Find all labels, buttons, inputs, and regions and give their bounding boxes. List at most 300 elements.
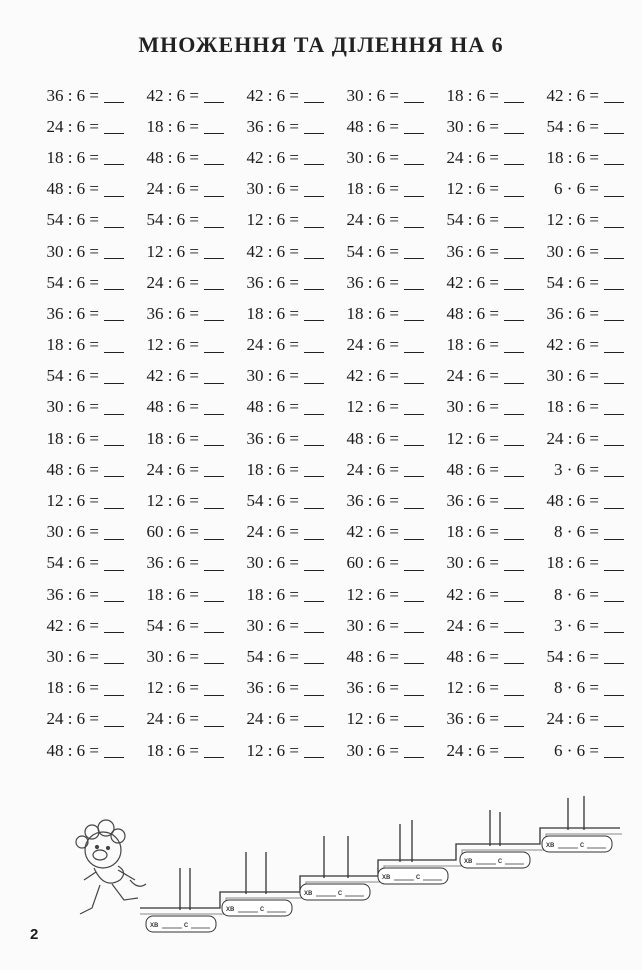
answer-blank[interactable]: [604, 556, 624, 571]
exercise-item: [330, 210, 430, 230]
exercise-expression: 36 : 6 =: [446, 491, 499, 511]
answer-blank[interactable]: [104, 681, 124, 696]
exercise-expression: 30 : 6 =: [46, 241, 99, 261]
answer-blank[interactable]: [504, 400, 524, 415]
time-record-box[interactable]: [542, 836, 612, 852]
exercise-expression: 36 : 6 =: [146, 553, 199, 573]
page-title: МНОЖЕННЯ ТА ДІЛЕННЯ НА 6: [138, 32, 504, 57]
answer-blank[interactable]: [404, 244, 424, 259]
exercise-expression: 30 : 6 =: [346, 147, 399, 167]
exercise-expression: 12 : 6 =: [446, 428, 499, 448]
exercise-item: [130, 242, 230, 262]
exercise-expression: 24 : 6 =: [246, 522, 299, 542]
minutes-label: хв: [226, 904, 235, 913]
answer-blank[interactable]: [204, 213, 224, 228]
exercise-expression: 12 : 6 =: [446, 678, 499, 698]
answer-blank[interactable]: [204, 556, 224, 571]
answer-blank[interactable]: [404, 88, 424, 103]
exercise-item: [430, 210, 530, 230]
answer-blank[interactable]: [504, 338, 524, 353]
answer-blank[interactable]: [504, 681, 524, 696]
exercise-item: [330, 179, 430, 199]
exercise-expression: 12 : 6 =: [346, 709, 399, 729]
answer-blank[interactable]: [204, 119, 224, 134]
answer-blank[interactable]: [404, 494, 424, 509]
answer-blank[interactable]: [104, 213, 124, 228]
exercise-item: [130, 210, 230, 230]
answer-blank[interactable]: [104, 649, 124, 664]
answer-blank[interactable]: [204, 306, 224, 321]
answer-blank[interactable]: [404, 743, 424, 758]
answer-blank[interactable]: [604, 338, 624, 353]
answer-blank[interactable]: [404, 182, 424, 197]
exercise-item: [130, 304, 230, 324]
exercise-item: [30, 616, 130, 636]
answer-blank[interactable]: [304, 494, 324, 509]
exercise-row: [30, 80, 630, 111]
answer-blank[interactable]: [604, 119, 624, 134]
answer-blank[interactable]: [104, 275, 124, 290]
exercise-expression: 6 · 6 =: [554, 740, 599, 760]
answer-blank[interactable]: [604, 681, 624, 696]
exercise-item: [430, 179, 530, 199]
exercise-item: [430, 741, 530, 761]
answer-blank[interactable]: [604, 587, 624, 602]
exercise-expression: 54 : 6 =: [246, 646, 299, 666]
answer-blank[interactable]: [504, 712, 524, 727]
answer-blank[interactable]: [604, 369, 624, 384]
exercise-item: [30, 242, 130, 262]
answer-blank[interactable]: [204, 712, 224, 727]
exercise-expression: 30 : 6 =: [446, 397, 499, 417]
exercise-row: [30, 735, 630, 766]
answer-blank[interactable]: [504, 213, 524, 228]
exercise-expression: 3 · 6 =: [554, 615, 599, 635]
exercise-item: [530, 647, 630, 667]
exercise-item: [30, 647, 130, 667]
exercise-expression: 54 : 6 =: [246, 491, 299, 511]
answer-blank[interactable]: [204, 275, 224, 290]
answer-blank[interactable]: [304, 431, 324, 446]
answer-blank[interactable]: [304, 462, 324, 477]
exercise-item: [530, 304, 630, 324]
time-record-box[interactable]: [300, 884, 370, 900]
exercise-item: [230, 522, 330, 542]
time-record-box[interactable]: [378, 868, 448, 884]
answer-blank[interactable]: [204, 369, 224, 384]
answer-blank[interactable]: [604, 244, 624, 259]
seconds-label: с: [338, 888, 342, 897]
exercise-item: [530, 179, 630, 199]
exercise-item: [230, 429, 330, 449]
answer-blank[interactable]: [604, 743, 624, 758]
exercise-item: [230, 242, 330, 262]
exercise-expression: 54 : 6 =: [46, 210, 99, 230]
exercise-item: [130, 335, 230, 355]
exercise-expression: 30 : 6 =: [446, 553, 499, 573]
exercise-expression: 30 : 6 =: [246, 366, 299, 386]
answer-blank[interactable]: [404, 649, 424, 664]
exercise-item: [530, 273, 630, 293]
seconds-label: с: [184, 920, 188, 929]
exercise-expression: 12 : 6 =: [146, 678, 199, 698]
exercise-item: [530, 491, 630, 511]
answer-blank[interactable]: [404, 681, 424, 696]
answer-blank[interactable]: [304, 244, 324, 259]
exercise-expression: 48 : 6 =: [46, 740, 99, 760]
exercise-item: [530, 117, 630, 137]
exercise-expression: 12 : 6 =: [546, 210, 599, 230]
answer-blank[interactable]: [604, 182, 624, 197]
exercise-item: [30, 429, 130, 449]
exercise-item: [430, 429, 530, 449]
answer-blank[interactable]: [304, 369, 324, 384]
answer-blank[interactable]: [304, 88, 324, 103]
answer-blank[interactable]: [404, 712, 424, 727]
answer-blank[interactable]: [204, 150, 224, 165]
exercise-expression: 36 : 6 =: [46, 584, 99, 604]
exercise-row: [30, 361, 630, 392]
exercise-item: [130, 678, 230, 698]
answer-blank[interactable]: [604, 618, 624, 633]
exercise-expression: 42 : 6 =: [46, 615, 99, 635]
exercise-expression: 48 : 6 =: [446, 303, 499, 323]
answer-blank[interactable]: [404, 150, 424, 165]
exercise-item: [330, 709, 430, 729]
answer-blank[interactable]: [304, 182, 324, 197]
exercise-expression: 8 · 6 =: [554, 678, 599, 698]
answer-blank[interactable]: [304, 525, 324, 540]
answer-blank[interactable]: [404, 400, 424, 415]
exercise-expression: 60 : 6 =: [346, 553, 399, 573]
exercise-expression: 42 : 6 =: [346, 366, 399, 386]
answer-blank[interactable]: [504, 306, 524, 321]
exercise-item: [30, 553, 130, 573]
answer-blank[interactable]: [204, 743, 224, 758]
answer-blank[interactable]: [404, 618, 424, 633]
exercise-item: [430, 242, 530, 262]
exercise-item: [530, 86, 630, 106]
answer-blank[interactable]: [504, 119, 524, 134]
answer-blank[interactable]: [204, 244, 224, 259]
answer-blank[interactable]: [304, 556, 324, 571]
answer-blank[interactable]: [104, 712, 124, 727]
exercise-expression: 30 : 6 =: [246, 615, 299, 635]
answer-blank[interactable]: [204, 618, 224, 633]
answer-blank[interactable]: [504, 743, 524, 758]
answer-blank[interactable]: [404, 525, 424, 540]
exercise-expression: 42 : 6 =: [146, 366, 199, 386]
answer-blank[interactable]: [404, 587, 424, 602]
answer-blank[interactable]: [404, 556, 424, 571]
answer-blank[interactable]: [604, 213, 624, 228]
time-record-box[interactable]: [222, 900, 292, 916]
exercise-expression: 8 · 6 =: [554, 522, 599, 542]
exercise-expression: 18 : 6 =: [446, 85, 499, 105]
answer-blank[interactable]: [404, 338, 424, 353]
answer-blank[interactable]: [204, 649, 224, 664]
exercise-item: [30, 522, 130, 542]
exercise-item: [530, 429, 630, 449]
answer-blank[interactable]: [304, 743, 324, 758]
answer-blank[interactable]: [504, 431, 524, 446]
exercise-item: [330, 741, 430, 761]
exercise-item: [530, 335, 630, 355]
exercise-item: [30, 335, 130, 355]
exercise-row: [30, 579, 630, 610]
answer-blank[interactable]: [104, 369, 124, 384]
answer-blank[interactable]: [604, 275, 624, 290]
exercise-expression: 18 : 6 =: [346, 179, 399, 199]
answer-blank[interactable]: [204, 88, 224, 103]
exercise-item: [430, 647, 530, 667]
answer-blank[interactable]: [604, 88, 624, 103]
exercise-item: [430, 491, 530, 511]
time-record-box[interactable]: [146, 916, 216, 932]
answer-blank[interactable]: [304, 213, 324, 228]
answer-blank[interactable]: [404, 431, 424, 446]
answer-blank[interactable]: [204, 431, 224, 446]
answer-blank[interactable]: [604, 462, 624, 477]
exercise-expression: 30 : 6 =: [546, 366, 599, 386]
answer-blank[interactable]: [104, 150, 124, 165]
answer-blank[interactable]: [404, 119, 424, 134]
answer-blank[interactable]: [304, 338, 324, 353]
exercise-item: [130, 553, 230, 573]
exercise-expression: 54 : 6 =: [46, 366, 99, 386]
answer-blank[interactable]: [104, 244, 124, 259]
answer-blank[interactable]: [104, 743, 124, 758]
exercise-item: [330, 491, 430, 511]
exercise-expression: 24 : 6 =: [346, 335, 399, 355]
answer-blank[interactable]: [104, 587, 124, 602]
answer-blank[interactable]: [604, 431, 624, 446]
exercise-item: [530, 585, 630, 605]
exercise-row: [30, 111, 630, 142]
exercise-expression: 48 : 6 =: [446, 459, 499, 479]
exercise-expression: 24 : 6 =: [246, 709, 299, 729]
exercise-expression: 12 : 6 =: [246, 740, 299, 760]
exercise-item: [130, 522, 230, 542]
answer-blank[interactable]: [504, 275, 524, 290]
exercise-item: [330, 460, 430, 480]
exercise-expression: 48 : 6 =: [346, 428, 399, 448]
exercise-row: [30, 548, 630, 579]
exercise-expression: 48 : 6 =: [146, 147, 199, 167]
answer-blank[interactable]: [504, 556, 524, 571]
minutes-label: хв: [546, 840, 555, 849]
answer-blank[interactable]: [304, 712, 324, 727]
exercise-row: [30, 174, 630, 205]
answer-blank[interactable]: [204, 681, 224, 696]
exercise-item: [230, 678, 330, 698]
answer-blank[interactable]: [604, 400, 624, 415]
answer-blank[interactable]: [104, 119, 124, 134]
answer-blank[interactable]: [604, 712, 624, 727]
exercise-expression: 18 : 6 =: [46, 428, 99, 448]
answer-blank[interactable]: [104, 182, 124, 197]
answer-blank[interactable]: [504, 182, 524, 197]
exercise-row: [30, 392, 630, 423]
answer-blank[interactable]: [204, 525, 224, 540]
answer-blank[interactable]: [504, 369, 524, 384]
exercise-expression: 54 : 6 =: [46, 272, 99, 292]
exercise-expression: 8 · 6 =: [554, 584, 599, 604]
exercise-expression: 54 : 6 =: [546, 116, 599, 136]
answer-blank[interactable]: [404, 462, 424, 477]
answer-blank[interactable]: [604, 306, 624, 321]
answer-blank[interactable]: [504, 244, 524, 259]
answer-blank[interactable]: [504, 587, 524, 602]
answer-blank[interactable]: [204, 494, 224, 509]
exercise-expression: 18 : 6 =: [546, 397, 599, 417]
minutes-label: хв: [464, 856, 473, 865]
minutes-label: хв: [150, 920, 159, 929]
exercise-item: [430, 585, 530, 605]
exercise-item: [30, 678, 130, 698]
answer-blank[interactable]: [304, 649, 324, 664]
exercise-row: [30, 517, 630, 548]
answer-blank[interactable]: [204, 400, 224, 415]
exercise-expression: 48 : 6 =: [46, 459, 99, 479]
exercise-item: [430, 273, 530, 293]
exercise-expression: 54 : 6 =: [346, 241, 399, 261]
answer-blank[interactable]: [104, 525, 124, 540]
answer-blank[interactable]: [404, 369, 424, 384]
exercise-expression: 54 : 6 =: [146, 615, 199, 635]
seconds-label: с: [416, 872, 420, 881]
exercise-item: [430, 366, 530, 386]
answer-blank[interactable]: [504, 88, 524, 103]
exercise-expression: 36 : 6 =: [246, 678, 299, 698]
answer-blank[interactable]: [604, 150, 624, 165]
answer-blank[interactable]: [104, 556, 124, 571]
exercise-item: [330, 429, 430, 449]
exercise-expression: 42 : 6 =: [546, 85, 599, 105]
exercise-expression: 18 : 6 =: [146, 116, 199, 136]
answer-blank[interactable]: [204, 587, 224, 602]
exercise-item: [230, 709, 330, 729]
exercise-item: [230, 553, 330, 573]
exercise-expression: 24 : 6 =: [346, 210, 399, 230]
exercise-item: [330, 678, 430, 698]
answer-blank[interactable]: [104, 400, 124, 415]
exercise-item: [230, 179, 330, 199]
exercise-item: [530, 148, 630, 168]
exercise-item: [130, 429, 230, 449]
answer-blank[interactable]: [404, 213, 424, 228]
answer-blank[interactable]: [504, 150, 524, 165]
answer-blank[interactable]: [304, 587, 324, 602]
exercise-expression: 42 : 6 =: [146, 85, 199, 105]
exercise-row: [30, 423, 630, 454]
exercise-item: [130, 273, 230, 293]
exercise-item: [230, 148, 330, 168]
exercise-item: [130, 148, 230, 168]
exercise-expression: 42 : 6 =: [246, 241, 299, 261]
answer-blank[interactable]: [104, 338, 124, 353]
exercise-expression: 54 : 6 =: [446, 210, 499, 230]
exercise-expression: 18 : 6 =: [146, 428, 199, 448]
answer-blank[interactable]: [304, 119, 324, 134]
answer-blank[interactable]: [404, 306, 424, 321]
exercise-expression: 24 : 6 =: [46, 709, 99, 729]
exercise-item: [130, 616, 230, 636]
exercise-item: [330, 117, 430, 137]
answer-blank[interactable]: [304, 275, 324, 290]
exercise-expression: 24 : 6 =: [146, 709, 199, 729]
answer-blank[interactable]: [104, 494, 124, 509]
answer-blank[interactable]: [504, 525, 524, 540]
exercise-expression: 30 : 6 =: [446, 116, 499, 136]
exercise-expression: 18 : 6 =: [46, 147, 99, 167]
exercise-expression: 30 : 6 =: [146, 646, 199, 666]
answer-blank[interactable]: [304, 618, 324, 633]
time-record-box[interactable]: [460, 852, 530, 868]
seconds-label: с: [580, 840, 584, 849]
answer-blank[interactable]: [204, 182, 224, 197]
exercise-expression: 36 : 6 =: [246, 428, 299, 448]
answer-blank[interactable]: [104, 306, 124, 321]
answer-blank[interactable]: [304, 150, 324, 165]
exercise-item: [530, 522, 630, 542]
answer-blank[interactable]: [604, 649, 624, 664]
exercise-item: [30, 491, 130, 511]
exercise-item: [130, 647, 230, 667]
exercise-expression: 48 : 6 =: [346, 646, 399, 666]
answer-blank[interactable]: [504, 462, 524, 477]
exercise-expression: 30 : 6 =: [246, 553, 299, 573]
exercise-expression: 36 : 6 =: [146, 303, 199, 323]
answer-blank[interactable]: [604, 525, 624, 540]
answer-blank[interactable]: [504, 494, 524, 509]
answer-blank[interactable]: [304, 306, 324, 321]
answer-blank[interactable]: [604, 494, 624, 509]
exercise-expression: 48 : 6 =: [46, 179, 99, 199]
exercise-item: [430, 522, 530, 542]
answer-blank[interactable]: [504, 618, 524, 633]
exercise-expression: 36 : 6 =: [346, 272, 399, 292]
exercise-expression: 54 : 6 =: [46, 553, 99, 573]
answer-blank[interactable]: [404, 275, 424, 290]
exercise-expression: 54 : 6 =: [546, 272, 599, 292]
exercise-item: [230, 460, 330, 480]
answer-blank[interactable]: [304, 681, 324, 696]
exercise-expression: 48 : 6 =: [446, 646, 499, 666]
exercise-item: [30, 366, 130, 386]
exercise-item: [130, 741, 230, 761]
answer-blank[interactable]: [304, 400, 324, 415]
answer-blank[interactable]: [204, 338, 224, 353]
exercise-expression: 30 : 6 =: [46, 646, 99, 666]
exercise-item: [230, 647, 330, 667]
answer-blank[interactable]: [504, 649, 524, 664]
answer-blank[interactable]: [104, 618, 124, 633]
exercise-expression: 12 : 6 =: [146, 335, 199, 355]
answer-blank[interactable]: [104, 462, 124, 477]
exercise-expression: 12 : 6 =: [446, 179, 499, 199]
answer-blank[interactable]: [104, 88, 124, 103]
exercise-expression: 60 : 6 =: [146, 522, 199, 542]
exercise-row: [30, 236, 630, 267]
exercise-item: [230, 741, 330, 761]
exercise-expression: 12 : 6 =: [146, 491, 199, 511]
exercise-item: [230, 616, 330, 636]
exercise-expression: 42 : 6 =: [446, 584, 499, 604]
answer-blank[interactable]: [104, 431, 124, 446]
exercise-item: [130, 491, 230, 511]
answer-blank[interactable]: [204, 462, 224, 477]
